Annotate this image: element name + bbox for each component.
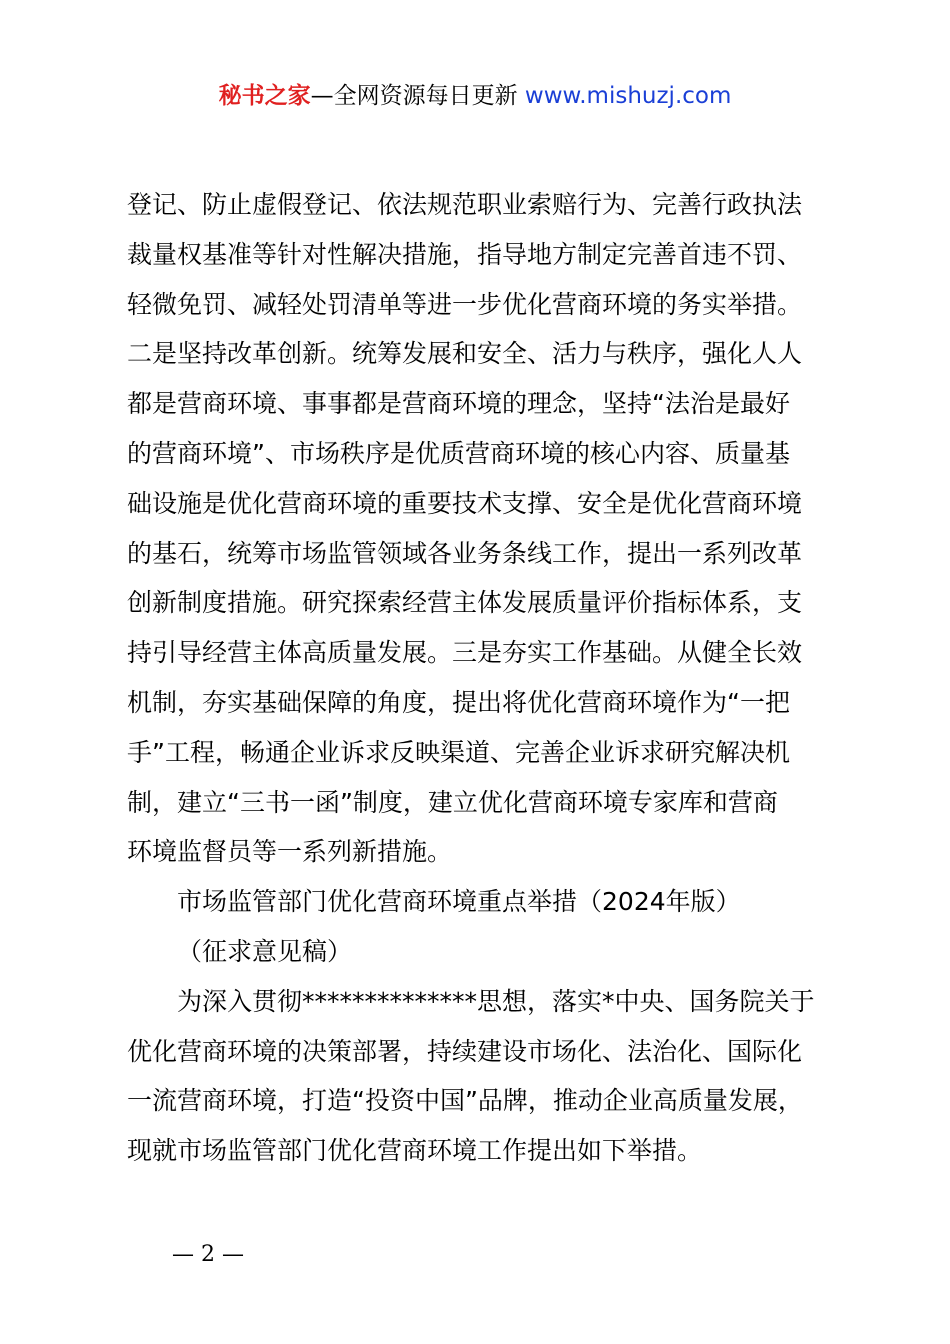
paragraph-line: 轻微免罚、减轻处罚清单等进一步优化营商环境的务实举措。	[127, 289, 803, 319]
paragraph-line: 础设施是优化营商环境的重要技术支撑、安全是优化营商环境	[127, 488, 803, 518]
page-number: — 2 —	[172, 1242, 244, 1267]
paragraph-line: 创新制度措施。研究探索经营主体发展质量评价指标体系，支	[127, 588, 803, 618]
paragraph-line: 制，建立“三书一函”制度，建立优化营商环境专家库和营商	[127, 787, 778, 817]
intro-paragraph-line: 现就市场监管部门优化营商环境工作提出如下举措。	[127, 1136, 703, 1166]
intro-paragraph-line: 一流营商环境，打造“投资中国”品牌，推动企业高质量发展，	[127, 1086, 803, 1116]
intro-paragraph-line: 为深入贯彻**************思想，落实*中央、国务院关于	[177, 986, 815, 1016]
intro-paragraph-line: 优化营商环境的决策部署，持续建设市场化、法治化、国际化	[127, 1036, 803, 1066]
document-subtitle: （征求意见稿）	[177, 936, 353, 966]
paragraph-line: 都是营商环境、事事都是营商环境的理念，坚持“法治是最好	[127, 389, 790, 419]
paragraph-line: 机制，夯实基础保障的角度，提出将优化营商环境作为“一把	[127, 687, 790, 717]
site-url-link[interactable]: www.mishuzj.com	[524, 83, 732, 109]
paragraph-line: 登记、防止虚假登记、依法规范职业索赔行为、完善行政执法	[127, 190, 803, 219]
paragraph-line: 裁量权基准等针对性解决措施，指导地方制定完善首违不罚、	[127, 239, 803, 269]
site-brand: 秘书之家	[218, 83, 311, 109]
document-title: 市场监管部门优化营商环境重点举措（2024年版）	[177, 887, 741, 917]
paragraph-line: 的基石，统筹市场监管领域各业务条线工作，提出一系列改革	[127, 538, 803, 568]
paragraph-line: 的营商环境”、市场秩序是优质营商环境的核心内容、质量基	[127, 438, 790, 468]
paragraph-line: 环境监督员等一系列新措施。	[127, 837, 453, 867]
paragraph-line: 持引导经营主体高质量发展。三是夯实工作基础。从健全长效	[127, 638, 803, 668]
document-body	[127, 180, 867, 1176]
site-tagline: —全网资源每日更新	[310, 83, 525, 109]
paragraph-line: 二是坚持改革创新。统筹发展和安全、活力与秩序，强化人人	[127, 339, 803, 369]
paragraph-line: 手”工程，畅通企业诉求反映渠道、完善企业诉求研究解决机	[127, 737, 790, 767]
site-banner	[0, 80, 950, 112]
